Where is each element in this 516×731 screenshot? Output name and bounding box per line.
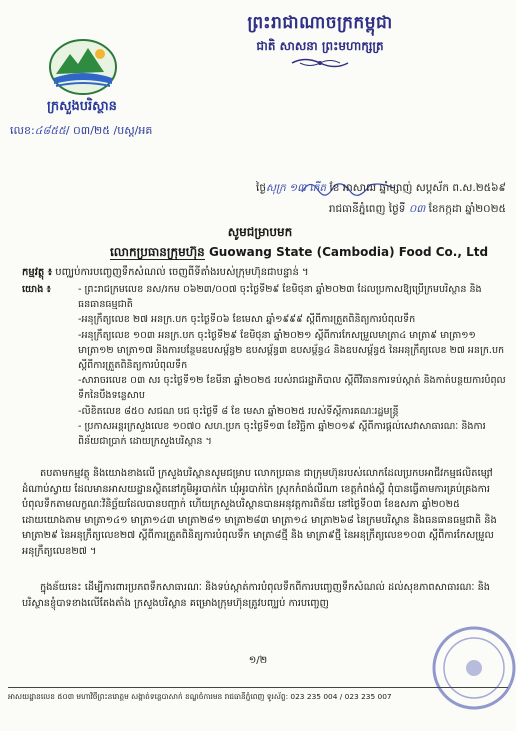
reference-row <box>22 404 506 419</box>
reference-row <box>22 328 506 374</box>
subject-line <box>22 265 502 280</box>
ref-prefix: លេខ: <box>10 124 35 137</box>
references-label: យោង ៖ <box>22 284 51 295</box>
reference-row <box>22 373 506 403</box>
ministry-logo-icon <box>48 38 118 96</box>
ornament-divider-icon <box>290 56 350 70</box>
reference-item: -លិខិតលេខ ៨៥០ សជណ បជ ចុះថ្ងៃទី ៨ ខែ មេសា ឆ្នាំ២០២៥ របស់ទីស្តីការគណៈរដ្ឋមន្ត្រី <box>78 405 399 417</box>
footer-address: អាសយដ្ឋានលេខ ៥០៣ មហាវិថីព្រះនរោត្តម សង្កាត់ទន្លេបាសាក់ ខណ្ឌចំការមន រាជធានីភ្នំពេញ ទូរស័ព្ទ: 023 235 004 / 023 235 007 <box>8 692 392 701</box>
recipient-company: Guowang State (Cambodia) Food Co., Ltd <box>208 245 489 259</box>
subject-text: បញ្ឈប់ការបញ្ចេញទឹកសំណល់ ចេញពីទីតាំងរបស់ក្រុមហ៊ុនជាបន្ទាន់ ។ <box>55 267 309 278</box>
ministry-name: ក្រសួងបរិស្ថាន <box>47 99 117 114</box>
reference-item: - ព្រះរាជក្រមលេខ នស/រកម ០៦២៣/០០៧ ចុះថ្ងៃទី២៩ ខែមិថុនា ឆ្នាំ២០២៣ ដែលប្រកាសឱ្យប្រើក្រមបរិស្ថាន និងធនធានធម្មជាតិ <box>78 284 482 311</box>
nation-motto: ជាតិ សាសនា ព្រះមហាក្សត្រ <box>256 39 384 53</box>
reference-row <box>22 419 506 449</box>
official-stamp-icon <box>428 622 516 714</box>
reference-row <box>22 312 506 327</box>
reference-item: -អនុក្រឹត្យលេខ ២៧ អនក្រ.បក ចុះថ្ងៃទី០៦ ខែមេសា ឆ្នាំ១៩៩៩ ស្តីពីការត្រួតពិនិត្យការបំពុលទឹក <box>78 314 416 326</box>
reference-item: - ប្រកាសអន្តរក្រសួងលេខ ១០៧០ សហ.ប្រក ចុះថ្ងៃទី១៣ ខែវិច្ឆិកា ឆ្នាំ២០១៩ ស្តីពីការផ្តល់សេវាសាធារណៈ និងការពិន័យជាប្រាក់ ដោយក្រសួងបរិស្ថាន ។ <box>78 420 486 448</box>
subject-label: កម្មវត្ថុ ៖ <box>22 267 53 278</box>
kingdom-heading: ព្រះរាជាណាចក្រកម្ពុជា <box>247 13 393 33</box>
ref-handwritten: ៤៨៥៥ <box>34 124 66 137</box>
lunar-date <box>212 182 506 197</box>
references-block <box>22 282 506 449</box>
solar-date <box>230 203 506 218</box>
body-paragraph-2: ក្នុងន័យនេះ ដើម្បីការពារប្រភពទឹកសាធារណៈ និងទប់ស្កាត់ការបំពុលទឹកពីការបញ្ចេញទឹកសំណល់ ដល់សុខភាពសាធារណៈ និងបរិស្ថានខ្ញុំបាទខាងលើតែងតាំង ក្រសួងបរិស្ថាន គម្រោងក្រុមហ៊ុនត្រូវបញ្ឈប់ ការបញ្ចេញ <box>22 582 491 609</box>
lunar-rest: ខែ អាសាឍ ឆ្នាំម្សាញ់ សប្តស័ក ព.ស.២៥៦៩ <box>329 182 506 194</box>
reference-number <box>10 124 152 140</box>
body-paragraph-1: តបតាមកម្មវត្ថុ និងយោងខាងលើ ក្រសួងបរិស្ថានសូមជម្រាប លោកប្រធាន ជាក្រុមហ៊ុនរបស់លោកដែលប្រកបអាជីវកម្មផលិតម្សៅ ដំណាប់ស្វាយ ដែលមានអាសយដ្ឋានស្ថិតនៅភូមិអូរបាក់កៃ ឃុំអូរបាក់កៃ ស្រុកកំពង់លីណា ខេត្តកំពង់ស្ពឺ ពុំបានធ្វើតាមការគ្រប់គ្រងការបំពុលទឹកតាមលក្ខណៈវិនិច្ឆ័យដែលបានបញ្ជាក់ ហើយក្រសួងបរិស្ថានបានអនុវត្តការពិន័យ នៅថ្ងៃទី០៣ ខែឧសភា ឆ្នាំ២០២៥ ដោយយោងតាម មាត្រា១៤១ មាត្រា១៤៣ មាត្រា២៨១ មាត្រា២៨៣ មាត្រា១៤ មាត្រា២៦៨ នៃក្រមបរិស្ថាន និងធនធានធម្មជាតិ និងមាត្រា២៩ នៃអនុក្រឹត្យលេខ២៧ ស្តីពីការត្រួតពិនិត្យការបំពុលទឹក មាត្រា៨ថ្មី និង មាត្រា៩ថ្មី នៃអនុក្រឹត្យលេខ១០៣ ស្តីពីការកែសម្រួលអនុក្រឹត្យលេខ២៧ ។ <box>22 468 497 557</box>
solar-handwritten: ០៣ <box>408 203 426 215</box>
lunar-prefix: ថ្ងៃ <box>256 182 267 194</box>
ref-suffix: / ០៣/២៥ /បស្ត/អគ <box>65 124 153 137</box>
reference-row <box>22 282 506 312</box>
lunar-handwritten: សុក្រ ១៣ កើត <box>266 182 327 194</box>
recipient <box>110 244 490 262</box>
reference-item: -អនុក្រឹត្យលេខ ១០៣ អនក្រ.បក ចុះថ្ងៃទី២៩ ខែមិថុនា ឆ្នាំ២០២១ ស្តីពីការកែសម្រួលមាត្រា៤ មាត្រា៩ មាត្រា១១ មាត្រា១២ មាត្រា១៧ និងការបន្ថែមឧបសម្ព័ន្ធ២ ឧបសម្ព័ន្ធ៣ ឧបសម្ព័ន្ធ៤ និងឧបសម្ព័ន្ធ៥ នៃអនុក្រឹត្យលេខ ២៧ អនក្រ.បក ស្តីពីការត្រួតពិនិត្យការបំពុលទឹក <box>78 329 505 372</box>
salutation: សូមជម្រាបមក <box>227 225 293 239</box>
reference-item: -សារាចរលេខ ០៣ សរ ចុះថ្ងៃទី១២ ខែមីនា ឆ្នាំ២០២៥ របស់រាជរដ្ឋាភិបាល ស្តីពីវិធានការទប់ស្កាត់ និងកាត់បន្ថយការបំពុលទឹកនៃបឹងទន្លេសាប <box>78 375 506 402</box>
solar-rest: ខែកក្កដា ឆ្នាំ២០២៥ <box>428 203 506 215</box>
recipient-title: លោកប្រធានក្រុមហ៊ុន <box>110 245 205 259</box>
solar-prefix: រាជធានីភ្នំពេញ ថ្ងៃទី <box>328 203 406 215</box>
page-number: ១/២ <box>248 655 268 666</box>
